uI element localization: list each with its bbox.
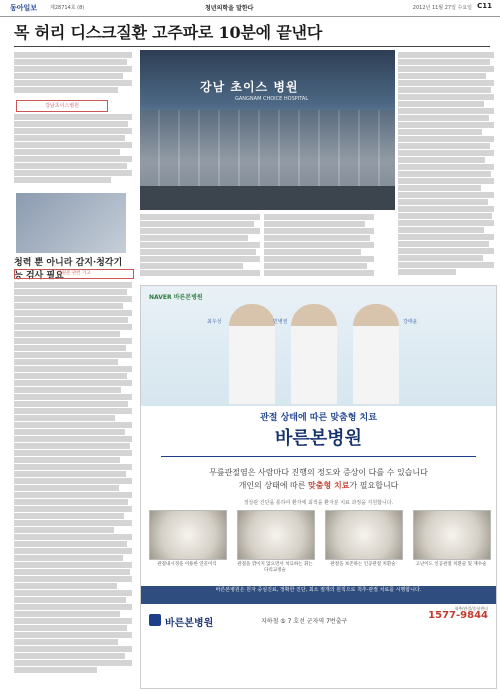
treatment-item: 관절을 깎이지 않으면서 치료하는 휘는 다리교정술 (237, 510, 313, 582)
issue-date: 2012년 11월 27일 수요일 (412, 5, 472, 11)
treatment-item: 관절내시경을 이용한 연골이식 (149, 510, 225, 582)
knee-xray-image (413, 510, 491, 560)
hospital-building-photo (140, 50, 395, 210)
doctor-name-2: 민병권 (273, 319, 288, 325)
ad-subtitle: 관절 상태에 따른 맞춤형 치료 (260, 413, 377, 423)
ad-body-line-1: 무릎관절염은 사람마다 진행의 정도와 증상이 다를 수 있습니다 (209, 468, 428, 477)
newspaper-logo: 동아일보 (10, 4, 38, 12)
hospital-sign-english: GANGNAM CHOICE HOSPITAL (235, 96, 309, 102)
article-column-1a (14, 52, 132, 100)
ad-tel: 1577-9844 (428, 610, 488, 621)
hospital-sign: 강남 초이스 병원 (200, 80, 299, 94)
ad-small-note: 정상관 진단을 통하여 환자에 최적을 환자분 치료 과정을 지원합니다. (243, 500, 394, 506)
ad-brand: NAVER 바른본병원 (149, 294, 203, 301)
doctor-name-1: 최우성 (207, 319, 222, 325)
photo-caption: 청력 뿐 아니라 감지·청각기능 검사 필요 (14, 258, 123, 281)
treatment-item: 고난이도 인공관절 치환술 및 재수술 (413, 510, 489, 582)
ad-footer (141, 606, 496, 686)
doctor-photo (16, 193, 126, 253)
article-column-3 (264, 214, 374, 282)
treatment-list (149, 510, 489, 582)
article-column-1b (14, 114, 132, 190)
article-column-2 (140, 214, 260, 282)
article-column-4 (398, 52, 494, 282)
knee-xray-image (237, 510, 315, 560)
hospital-advertisement (140, 285, 497, 689)
article-column-1c (14, 282, 132, 687)
street-cars (140, 186, 395, 210)
subsection-box: 입원문 관련 기고 (14, 269, 134, 279)
ad-body (141, 466, 496, 492)
doctor-figure-1 (229, 304, 275, 404)
knee-xray-image (149, 510, 227, 560)
ad-doctor-banner (141, 286, 496, 406)
main-headline: 목 허리 디스크질환 고주파로 10분에 끝낸다 (14, 23, 323, 42)
page-number: C11 (477, 2, 492, 10)
ad-title: 바른본병원 (275, 428, 362, 449)
page-header (0, 0, 500, 17)
section-box-title: 강남초이스병원 (16, 100, 108, 112)
issue-info: 제28714호 (8) (50, 5, 85, 11)
treatment-item: 관절을 보존하는 인공관절 치환술 (325, 510, 401, 582)
doctor-figure-3 (353, 304, 399, 404)
hospital-logo-icon (149, 614, 161, 626)
ad-address: 지하철 ⑤ 7 호선 군자역 7번출구 (261, 618, 348, 625)
ad-body-line-2: 개인의 상태에 따른 맞춤형 치료가 필요합니다 (238, 481, 399, 490)
knee-xray-image (325, 510, 403, 560)
doctor-figure-2 (291, 304, 337, 404)
ad-tel-label: 척추/관절/종합센터 (454, 606, 488, 611)
headline-rule (14, 46, 490, 47)
ad-divider (161, 456, 476, 457)
section-title: 청년의학을 말한다 (205, 5, 254, 12)
doctor-name-3: 강태윤 (403, 319, 418, 325)
ad-info-band: 바른본병원은 원자 중심진료, 정확한 진단, 최소 절개의 원칙으로 척추·관절 치료를 시행합니다. (141, 586, 496, 604)
ad-hospital-name: 바른본병원 (165, 618, 214, 629)
